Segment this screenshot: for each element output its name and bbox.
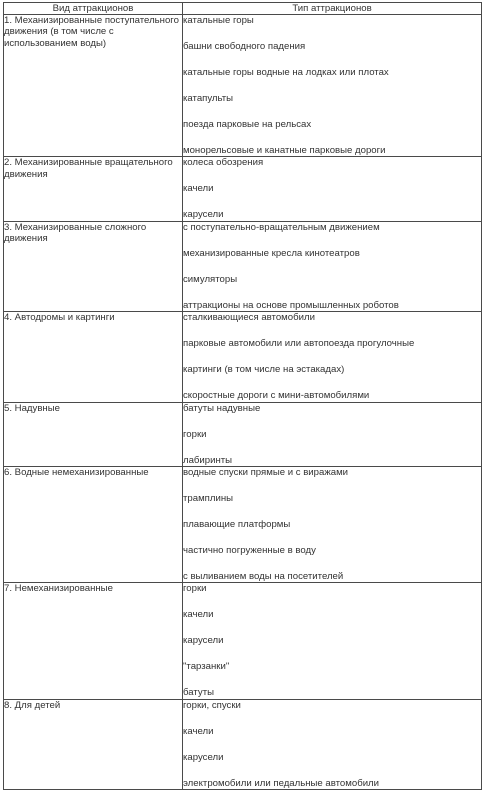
types-cell: [183, 402, 482, 466]
type-item: качели: [183, 725, 214, 737]
type-item: механизированные кресла кинотеатров: [183, 247, 360, 259]
type-item: частично погруженные в воду: [183, 545, 316, 557]
kind-cell: 7. Немеханизированные: [4, 583, 183, 699]
types-cell: [183, 157, 482, 221]
table-row: [4, 467, 482, 583]
type-item: горки, спуски: [183, 699, 241, 711]
type-item: катальные горы водные на лодках или плотах: [183, 67, 389, 78]
kind-cell: 1. Механизированные поступательного движения (в том числе с использованием воды): [4, 15, 183, 157]
type-item: качели: [183, 183, 214, 195]
type-item: электромобили или педальные автомобили: [183, 777, 380, 789]
type-item: парковые автомобили или автопоезда прогулочные: [183, 338, 415, 350]
type-item: карусели: [183, 751, 224, 763]
type-item: симуляторы: [183, 273, 238, 285]
kind-cell: 4. Автодромы и картинги: [4, 312, 183, 402]
type-item: карусели: [183, 635, 224, 647]
type-item: водные спуски прямые и с виражами: [183, 467, 349, 479]
header-type: Тип аттракционов: [183, 3, 482, 15]
kind-cell: 5. Надувные: [4, 402, 183, 466]
type-item: сталкивающиеся автомобили: [183, 312, 315, 324]
type-item: плавающие платформы: [183, 519, 291, 531]
types-cell: [183, 312, 482, 402]
types-cell: [183, 221, 482, 311]
type-item: лабиринты: [183, 454, 233, 466]
table-header-row: [4, 3, 482, 15]
type-item: карусели: [183, 209, 224, 221]
type-item: монорельсовые и канатные парковые дороги: [183, 145, 386, 156]
type-item: горки: [183, 583, 207, 595]
header-kind: Вид аттракционов: [4, 3, 183, 15]
type-item: катапульты: [183, 93, 234, 104]
types-cell: [183, 467, 482, 583]
table-row: [4, 15, 482, 157]
type-item: батуты: [183, 687, 214, 699]
type-item: картинги (в том числе на эстакадах): [183, 364, 345, 376]
type-item: башни свободного падения: [183, 41, 306, 52]
types-cell: [183, 583, 482, 699]
table-row: [4, 402, 482, 466]
kind-cell: 3. Механизированные сложного движения: [4, 221, 183, 311]
type-item: трамплины: [183, 493, 234, 505]
table-row: [4, 583, 482, 699]
type-item: с поступательно-вращательным движением: [183, 221, 380, 233]
table-row: [4, 699, 482, 789]
type-item: скоростные дороги с мини-автомобилями: [183, 390, 370, 402]
type-item: катальные горы: [183, 15, 254, 26]
kind-cell: 8. Для детей: [4, 699, 183, 789]
attractions-table: [3, 2, 482, 790]
types-cell: [183, 699, 482, 789]
table-row: [4, 221, 482, 311]
type-item: поезда парковые на рельсах: [183, 119, 312, 130]
type-item: качели: [183, 609, 214, 621]
kind-cell: 6. Водные немеханизированные: [4, 467, 183, 583]
type-item: колеса обозрения: [183, 157, 264, 169]
table-row: [4, 157, 482, 221]
type-item: "тарзанки": [183, 661, 230, 673]
type-item: горки: [183, 428, 207, 440]
table-row: [4, 312, 482, 402]
type-item: с выливанием воды на посетителей: [183, 571, 344, 583]
kind-cell: 2. Механизированные вращательного движения: [4, 157, 183, 221]
type-item: аттракционы на основе промышленных роботов: [183, 299, 399, 311]
type-item: батуты надувные: [183, 402, 261, 414]
types-cell: [183, 15, 482, 157]
